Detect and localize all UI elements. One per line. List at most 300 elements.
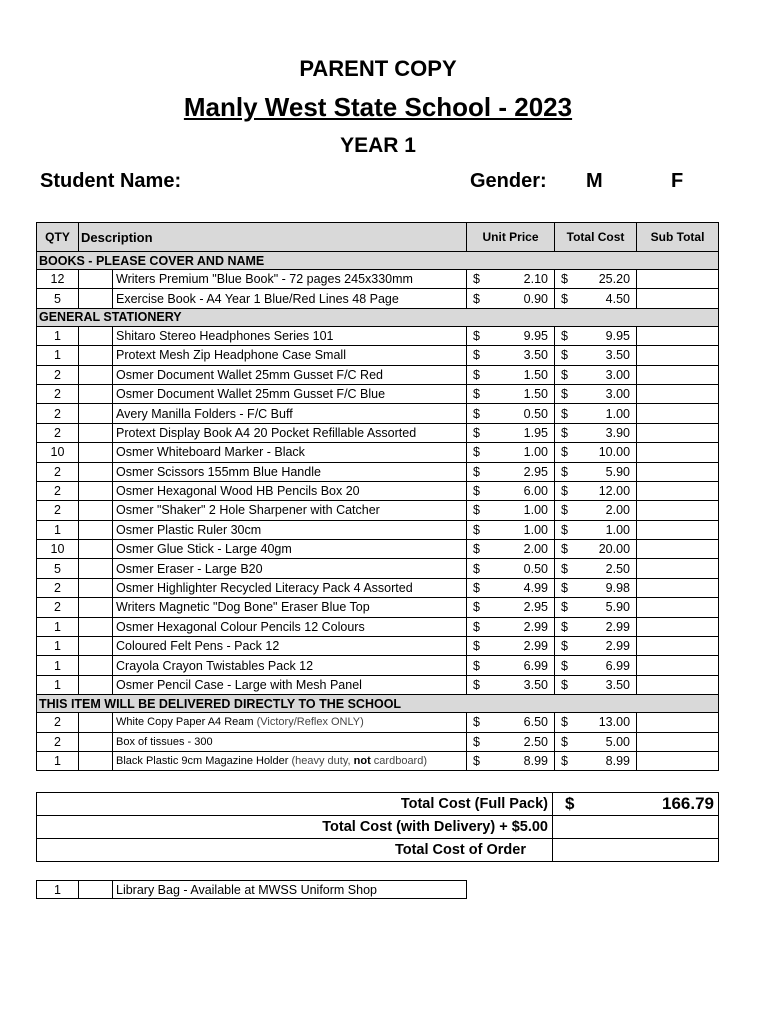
col-unit-price-header: Unit Price [467, 223, 555, 252]
item-tick-cell[interactable] [79, 289, 113, 308]
item-tick-cell[interactable] [79, 732, 113, 751]
item-unit-price-cell [467, 462, 555, 481]
item-unit-price-cell [467, 270, 555, 289]
item-sub-total-cell[interactable] [637, 520, 719, 539]
delivery-amount-cell[interactable] [553, 816, 719, 839]
item-sub-total-cell[interactable] [637, 559, 719, 578]
item-total-cost: 25.20 [598, 272, 631, 287]
currency-symbol: $ [473, 734, 480, 749]
item-unit-price: 2.99 [523, 619, 549, 634]
item-qty: 2 [37, 578, 79, 597]
item-description-text: Osmer Document Wallet 25mm Gusset F/C Red [116, 367, 383, 382]
gender-label: Gender: [470, 170, 547, 192]
item-unit-price: 0.90 [523, 291, 549, 306]
item-unit-price-cell [467, 384, 555, 403]
item-description-text: Shitaro Stereo Headphones Series 101 [116, 328, 334, 343]
item-total-cost: 9.95 [605, 328, 631, 343]
student-name-label: Student Name: [40, 170, 182, 192]
currency-symbol: $ [561, 561, 568, 576]
currency-symbol: $ [473, 328, 480, 343]
item-qty: 2 [37, 462, 79, 481]
table-row [37, 384, 719, 403]
item-tick-cell[interactable] [79, 540, 113, 559]
item-unit-price: 2.95 [523, 464, 549, 479]
item-qty: 2 [37, 481, 79, 500]
item-unit-price-cell [467, 751, 555, 770]
item-qty: 1 [37, 751, 79, 770]
item-total-cost-cell [555, 637, 637, 656]
item-qty: 5 [37, 559, 79, 578]
currency-symbol: $ [473, 754, 480, 769]
item-unit-price-cell [467, 404, 555, 423]
item-total-cost-cell [555, 520, 637, 539]
full-pack-label: Total Cost (Full Pack) [37, 793, 553, 816]
item-description [113, 598, 467, 617]
currency-symbol: $ [561, 734, 568, 749]
item-description [113, 540, 467, 559]
item-unit-price-cell [467, 598, 555, 617]
item-tick-cell[interactable] [79, 501, 113, 520]
item-total-cost-cell [555, 481, 637, 500]
library-row [37, 881, 467, 899]
item-sub-total-cell[interactable] [637, 365, 719, 384]
item-description-text: Osmer Hexagonal Wood HB Pencils Box 20 [116, 484, 360, 499]
item-description-text: Writers Magnetic "Dog Bone" Eraser Blue Top [116, 600, 370, 615]
item-total-cost: 4.50 [605, 291, 631, 306]
item-description-text: Osmer Document Wallet 25mm Gusset F/C Blue [116, 387, 386, 402]
item-sub-total-cell[interactable] [637, 713, 719, 732]
item-total-cost: 10.00 [598, 445, 631, 460]
item-description [113, 481, 467, 500]
currency-symbol: $ [561, 678, 568, 692]
item-unit-price: 3.50 [523, 678, 549, 692]
item-description [113, 404, 467, 423]
item-unit-price-cell [467, 346, 555, 365]
section-header-row [37, 695, 719, 713]
item-qty: 2 [37, 423, 79, 442]
item-unit-price: 1.50 [523, 367, 549, 382]
item-description [113, 462, 467, 481]
item-sub-total-cell[interactable] [637, 732, 719, 751]
table-row [37, 637, 719, 656]
library-table [36, 880, 467, 899]
item-total-cost-cell [555, 289, 637, 308]
item-description [113, 346, 467, 365]
item-unit-price-cell [467, 289, 555, 308]
item-unit-price: 6.50 [523, 715, 549, 730]
full-pack-amount: 166.79 [662, 794, 714, 813]
item-unit-price: 2.50 [523, 734, 549, 749]
item-description [113, 732, 467, 751]
currency-symbol: $ [473, 291, 480, 306]
item-tick-cell[interactable] [79, 270, 113, 289]
item-unit-price: 9.95 [523, 328, 549, 343]
item-tick-cell[interactable] [79, 462, 113, 481]
currency-symbol: $ [473, 503, 480, 518]
item-tick-cell[interactable] [79, 481, 113, 500]
currency-symbol: $ [473, 464, 480, 479]
item-sub-total-cell[interactable] [637, 598, 719, 617]
item-total-cost: 3.50 [605, 678, 631, 692]
item-description [113, 578, 467, 597]
item-total-cost: 9.98 [605, 581, 631, 596]
item-description [113, 520, 467, 539]
item-unit-price-cell [467, 326, 555, 345]
item-total-cost: 3.90 [605, 425, 631, 440]
item-unit-price-cell [467, 713, 555, 732]
item-tick-cell[interactable] [79, 637, 113, 656]
table-row [37, 289, 719, 308]
table-header [37, 223, 719, 252]
item-qty: 2 [37, 365, 79, 384]
item-description-text: Osmer "Shaker" 2 Hole Sharpener with Catcher [116, 503, 380, 518]
item-unit-price: 1.95 [523, 425, 549, 440]
item-unit-price-cell [467, 656, 555, 675]
item-description-text: Osmer Plastic Ruler 30cm [116, 522, 262, 537]
item-total-cost: 3.00 [605, 367, 631, 382]
item-total-cost: 20.00 [598, 542, 631, 557]
item-tick-cell[interactable] [79, 404, 113, 423]
item-qty: 1 [37, 617, 79, 636]
currency-symbol: $ [473, 445, 480, 460]
order-label: Total Cost of Order [37, 839, 553, 862]
full-pack-cell [553, 793, 719, 816]
currency-symbol: $ [561, 522, 568, 537]
item-total-cost-cell [555, 656, 637, 675]
table-row [37, 520, 719, 539]
item-sub-total-cell[interactable] [637, 346, 719, 365]
currency-symbol: $ [561, 639, 568, 654]
item-total-cost-cell [555, 423, 637, 442]
currency-symbol: $ [561, 367, 568, 382]
item-unit-price-cell [467, 481, 555, 500]
item-tick-cell[interactable] [79, 598, 113, 617]
item-tick-cell[interactable] [79, 656, 113, 675]
currency-symbol: $ [561, 754, 568, 769]
item-description-text: Osmer Glue Stick - Large 40gm [116, 542, 292, 557]
item-unit-price-cell [467, 443, 555, 462]
item-total-cost: 3.50 [605, 348, 631, 363]
item-qty: 10 [37, 540, 79, 559]
currency-symbol: $ [473, 425, 480, 440]
item-sub-total-cell[interactable] [637, 270, 719, 289]
gender-m-option: M [586, 170, 603, 192]
currency-symbol: $ [561, 542, 568, 557]
table-row [37, 559, 719, 578]
item-qty: 2 [37, 501, 79, 520]
item-description-text: Protext Display Book A4 20 Pocket Refillable Assorted [116, 425, 417, 440]
item-sub-total-cell[interactable] [637, 656, 719, 675]
full-pack-currency: $ [565, 794, 575, 813]
item-total-cost-cell [555, 270, 637, 289]
item-note: (Victory/Reflex ONLY) [256, 716, 364, 729]
currency-symbol: $ [561, 484, 568, 499]
item-description [113, 270, 467, 289]
item-sub-total-cell[interactable] [637, 751, 719, 770]
item-qty: 12 [37, 270, 79, 289]
item-tick-cell[interactable] [79, 559, 113, 578]
currency-symbol: $ [473, 639, 480, 654]
item-unit-price-cell [467, 423, 555, 442]
item-tick-cell[interactable] [79, 617, 113, 636]
item-unit-price: 4.99 [523, 581, 549, 596]
item-qty: 1 [37, 346, 79, 365]
item-description [113, 617, 467, 636]
item-description-text: Osmer Scissors 155mm Blue Handle [116, 464, 321, 479]
currency-symbol: $ [473, 387, 480, 402]
item-unit-price: 1.00 [523, 522, 549, 537]
section-header-row [37, 252, 719, 270]
item-qty: 1 [37, 326, 79, 345]
item-unit-price-cell [467, 559, 555, 578]
item-description [113, 326, 467, 345]
item-unit-price-cell [467, 540, 555, 559]
item-unit-price-cell [467, 732, 555, 751]
item-description [113, 365, 467, 384]
item-unit-price-cell [467, 617, 555, 636]
item-sub-total-cell[interactable] [637, 289, 719, 308]
library-qty: 1 [37, 881, 79, 899]
table-row [37, 404, 719, 423]
table-row [37, 326, 719, 345]
item-description-text: Coloured Felt Pens - Pack 12 [116, 639, 280, 654]
currency-symbol: $ [473, 406, 480, 421]
item-unit-price-cell [467, 675, 555, 694]
item-note-post: cardboard) [370, 755, 428, 768]
currency-symbol: $ [473, 542, 480, 557]
item-total-cost-cell [555, 384, 637, 403]
item-sub-total-cell[interactable] [637, 637, 719, 656]
item-total-cost-cell [555, 540, 637, 559]
item-total-cost-cell [555, 578, 637, 597]
item-total-cost: 5.90 [605, 600, 631, 615]
item-unit-price-cell [467, 637, 555, 656]
item-tick-cell[interactable] [79, 326, 113, 345]
currency-symbol: $ [561, 581, 568, 596]
currency-symbol: $ [561, 445, 568, 460]
item-tick-cell[interactable] [79, 443, 113, 462]
item-tick-cell[interactable] [79, 384, 113, 403]
item-unit-price: 2.99 [523, 639, 549, 654]
item-total-cost-cell [555, 404, 637, 423]
currency-symbol: $ [561, 425, 568, 440]
table-row [37, 481, 719, 500]
item-total-cost-cell [555, 559, 637, 578]
currency-symbol: $ [473, 715, 480, 730]
item-description [113, 751, 467, 770]
item-unit-price: 1.00 [523, 503, 549, 518]
order-amount-cell[interactable] [553, 839, 719, 862]
currency-symbol: $ [561, 503, 568, 518]
item-qty: 2 [37, 384, 79, 403]
item-tick-cell[interactable] [79, 365, 113, 384]
item-unit-price: 6.99 [523, 658, 549, 673]
currency-symbol: $ [473, 367, 480, 382]
item-description-text: White Copy Paper A4 Ream [116, 716, 257, 729]
item-total-cost: 2.00 [605, 503, 631, 518]
item-total-cost-cell [555, 443, 637, 462]
item-description [113, 289, 467, 308]
table-row [37, 443, 719, 462]
table-row [37, 365, 719, 384]
library-description: Library Bag - Available at MWSS Uniform Shop [113, 881, 467, 899]
item-unit-price-cell [467, 501, 555, 520]
currency-symbol: $ [473, 658, 480, 673]
table-row [37, 346, 719, 365]
currency-symbol: $ [473, 600, 480, 615]
item-qty: 1 [37, 520, 79, 539]
gender-f-option: F [671, 170, 684, 192]
item-total-cost: 5.00 [605, 734, 631, 749]
item-sub-total-cell[interactable] [637, 578, 719, 597]
item-qty: 1 [37, 656, 79, 675]
item-note-pre: (heavy duty, [291, 755, 354, 768]
item-sub-total-cell[interactable] [637, 617, 719, 636]
item-description-text: Osmer Whiteboard Marker - Black [116, 445, 305, 460]
item-description-text: Exercise Book - A4 Year 1 Blue/Red Lines 48 Page [116, 291, 399, 306]
currency-symbol: $ [561, 658, 568, 673]
currency-symbol: $ [473, 581, 480, 596]
table-row [37, 751, 719, 770]
item-sub-total-cell[interactable] [637, 423, 719, 442]
item-unit-price-cell [467, 520, 555, 539]
item-description [113, 501, 467, 520]
item-total-cost-cell [555, 598, 637, 617]
item-total-cost-cell [555, 462, 637, 481]
item-unit-price: 2.10 [523, 272, 549, 287]
item-total-cost-cell [555, 732, 637, 751]
section-title: THIS ITEM WILL BE DELIVERED DIRECTLY TO THE SCHOOL [37, 695, 719, 713]
item-total-cost: 2.99 [605, 639, 631, 654]
currency-symbol: $ [473, 522, 480, 537]
item-description-text: Osmer Pencil Case - Large with Mesh Panel [116, 678, 362, 692]
item-sub-total-cell[interactable] [637, 481, 719, 500]
section-header-row [37, 308, 719, 326]
item-description-text: Writers Premium "Blue Book" - 72 pages 245x330mm [116, 272, 413, 287]
table-row [37, 713, 719, 732]
currency-symbol: $ [473, 561, 480, 576]
currency-symbol: $ [561, 387, 568, 402]
item-unit-price: 0.50 [523, 406, 549, 421]
summary-row-delivery [37, 816, 719, 839]
item-description [113, 656, 467, 675]
item-total-cost-cell [555, 346, 637, 365]
currency-symbol: $ [473, 484, 480, 499]
library-tick-cell[interactable] [79, 881, 113, 899]
table-row [37, 656, 719, 675]
table-row [37, 675, 719, 694]
item-description [113, 559, 467, 578]
school-title: Manly West State School - 2023 [183, 92, 573, 122]
item-tick-cell[interactable] [79, 578, 113, 597]
currency-symbol: $ [561, 348, 568, 363]
item-tick-cell[interactable] [79, 751, 113, 770]
currency-symbol: $ [561, 600, 568, 615]
currency-symbol: $ [561, 328, 568, 343]
item-tick-cell[interactable] [79, 675, 113, 694]
item-total-cost-cell [555, 501, 637, 520]
table-row [37, 540, 719, 559]
delivery-label: Total Cost (with Delivery) + $5.00 [37, 816, 553, 839]
item-sub-total-cell[interactable] [637, 384, 719, 403]
currency-symbol: $ [473, 272, 480, 287]
item-description-text: Black Plastic 9cm Magazine Holder [116, 755, 292, 768]
item-unit-price: 3.50 [523, 348, 549, 363]
item-description [113, 384, 467, 403]
item-description [113, 713, 467, 732]
item-unit-price-cell [467, 365, 555, 384]
item-description-text: Box of tissues - 300 [116, 735, 213, 748]
currency-symbol: $ [473, 678, 480, 692]
item-qty: 2 [37, 732, 79, 751]
table-row [37, 423, 719, 442]
item-tick-cell[interactable] [79, 423, 113, 442]
item-sub-total-cell[interactable] [637, 675, 719, 694]
item-total-cost: 1.00 [605, 522, 631, 537]
item-note-bold: not [353, 755, 371, 768]
table-row [37, 732, 719, 751]
currency-symbol: $ [561, 619, 568, 634]
item-total-cost-cell [555, 713, 637, 732]
item-description-text: Crayola Crayon Twistables Pack 12 [116, 658, 314, 673]
item-total-cost-cell [555, 751, 637, 770]
table-row [37, 462, 719, 481]
item-description-text: Osmer Hexagonal Colour Pencils 12 Colours [116, 619, 365, 634]
currency-symbol: $ [473, 619, 480, 634]
currency-symbol: $ [561, 406, 568, 421]
item-description [113, 423, 467, 442]
item-qty: 10 [37, 443, 79, 462]
item-total-cost: 2.99 [605, 619, 631, 634]
item-unit-price: 1.00 [523, 445, 549, 460]
item-qty: 2 [37, 598, 79, 617]
item-description [113, 675, 467, 694]
item-sub-total-cell[interactable] [637, 404, 719, 423]
currency-symbol: $ [561, 291, 568, 306]
section-title: GENERAL STATIONERY [37, 308, 719, 326]
col-description-header: Description [79, 223, 467, 252]
item-unit-price: 8.99 [523, 754, 549, 769]
item-unit-price: 0.50 [523, 561, 549, 576]
item-qty: 1 [37, 637, 79, 656]
item-qty: 1 [37, 675, 79, 694]
summary-row-full-pack [37, 793, 719, 816]
year-label: YEAR 1 [340, 134, 416, 157]
copy-label: PARENT COPY [299, 56, 457, 81]
item-sub-total-cell[interactable] [637, 540, 719, 559]
item-description-text: Avery Manilla Folders - F/C Buff [116, 406, 293, 421]
item-sub-total-cell[interactable] [637, 443, 719, 462]
item-tick-cell[interactable] [79, 346, 113, 365]
item-sub-total-cell[interactable] [637, 326, 719, 345]
item-description-text: Osmer Eraser - Large B20 [116, 561, 263, 576]
item-description [113, 443, 467, 462]
item-unit-price: 1.50 [523, 387, 549, 402]
table-row [37, 578, 719, 597]
item-tick-cell[interactable] [79, 713, 113, 732]
item-sub-total-cell[interactable] [637, 462, 719, 481]
item-sub-total-cell[interactable] [637, 501, 719, 520]
summary-row-order [37, 839, 719, 862]
item-description [113, 637, 467, 656]
summary-table [36, 792, 719, 862]
currency-symbol: $ [561, 272, 568, 287]
col-total-cost-header: Total Cost [555, 223, 637, 252]
item-total-cost-cell [555, 326, 637, 345]
item-total-cost: 3.00 [605, 387, 631, 402]
item-tick-cell[interactable] [79, 520, 113, 539]
table-row [37, 270, 719, 289]
